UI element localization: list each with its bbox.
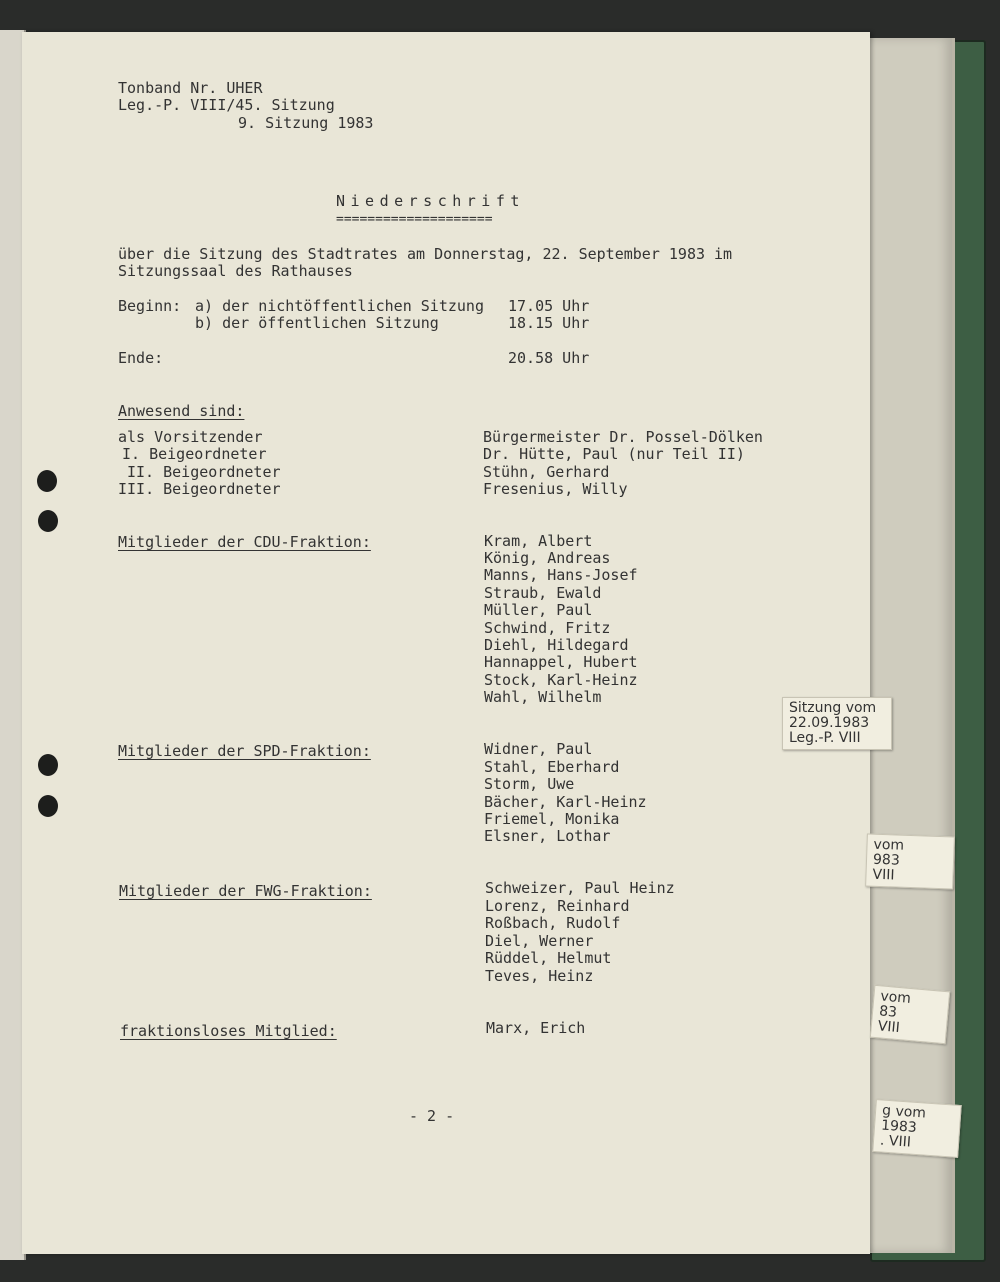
index-tab[interactable] (870, 985, 950, 1044)
tab-line: VIII (872, 866, 895, 884)
tab-line: Leg.-P. VIII (789, 730, 861, 746)
begin-item-a: a) der nichtöffentlichen Sitzung (195, 297, 484, 315)
cdu-member: König, Andreas (484, 549, 611, 567)
tab-line: 983 (872, 851, 901, 869)
cdu-member: Diehl, Hildegard (484, 636, 629, 654)
cdu-member: Kram, Albert (484, 532, 593, 550)
page-number: - 2 - (409, 1107, 455, 1125)
tab-line: 22.09.1983 (789, 715, 870, 731)
punch-hole (37, 470, 57, 492)
cdu-member: Straub, Ewald (484, 584, 602, 602)
independent-member: Marx, Erich (486, 1019, 586, 1037)
cdu-member: Hannappel, Hubert (484, 653, 638, 671)
independent-heading: fraktionsloses Mitglied: (120, 1022, 337, 1040)
attendance-heading: Anwesend sind: (118, 402, 245, 420)
tape-number: Tonband Nr. UHER (118, 79, 263, 97)
index-tab[interactable] (872, 1099, 961, 1158)
begin-item-b: b) der öffentlichen Sitzung (195, 314, 439, 332)
fwg-member: Schweizer, Paul Heinz (485, 879, 675, 897)
punch-hole (38, 754, 58, 776)
spd-member: Storm, Uwe (484, 775, 575, 793)
cdu-member: Müller, Paul (484, 601, 593, 619)
cdu-member: Stock, Karl-Heinz (484, 671, 638, 689)
index-tab-current[interactable] (782, 697, 892, 750)
session-reference: Leg.-P. VIII/45. Sitzung (118, 96, 335, 114)
cdu-heading: Mitglieder der CDU-Fraktion: (118, 533, 371, 551)
spd-member: Elsner, Lothar (484, 827, 611, 845)
begin-time-b: 18.15 Uhr (508, 314, 590, 332)
index-tab[interactable] (865, 833, 955, 889)
official-name: Dr. Hütte, Paul (nur Teil II) (483, 445, 745, 463)
spd-member: Friemel, Monika (484, 810, 620, 828)
spd-member: Bächer, Karl-Heinz (484, 793, 647, 811)
title-underline: ==================== (336, 212, 493, 227)
cdu-member: Wahl, Wilhelm (484, 688, 602, 706)
intro-line-1: über die Sitzung des Stadtrates am Donnerstag, 22. September 1983 im (118, 245, 733, 263)
official-name: Bürgermeister Dr. Possel-Dölken (483, 428, 763, 446)
tab-line: 1983 (880, 1117, 918, 1136)
tab-line: g vom (881, 1102, 927, 1122)
official-name: Stühn, Gerhard (483, 463, 610, 481)
fwg-member: Teves, Heinz (485, 967, 594, 985)
spd-heading: Mitglieder der SPD-Fraktion: (118, 742, 371, 760)
official-role: I. Beigeordneter (122, 445, 267, 463)
cdu-member: Manns, Hans-Josef (484, 566, 638, 584)
official-role: als Vorsitzender (118, 428, 263, 446)
tab-line: vom (873, 836, 905, 854)
cdu-member: Schwind, Fritz (484, 619, 611, 637)
end-label: Ende: (118, 349, 164, 367)
document-title: Niederschrift (336, 192, 525, 210)
begin-time-a: 17.05 Uhr (508, 297, 590, 315)
punch-hole (38, 510, 58, 532)
tab-line: VIII (877, 1018, 901, 1037)
spd-member: Widner, Paul (484, 740, 593, 758)
fwg-member: Rüddel, Helmut (485, 949, 612, 967)
stacked-page-edges (862, 38, 955, 1253)
tab-line: vom (879, 988, 912, 1007)
session-count: 9. Sitzung 1983 (238, 114, 374, 132)
official-name: Fresenius, Willy (483, 480, 628, 498)
fwg-heading: Mitglieder der FWG-Fraktion: (119, 882, 372, 900)
spd-member: Stahl, Eberhard (484, 758, 620, 776)
end-time: 20.58 Uhr (508, 349, 590, 367)
fwg-member: Roßbach, Rudolf (485, 914, 621, 932)
begin-label: Beginn: (118, 297, 182, 315)
punch-hole (38, 795, 58, 817)
official-role: II. Beigeordneter (127, 463, 281, 481)
tab-line: Sitzung vom (789, 700, 877, 716)
fwg-member: Lorenz, Reinhard (485, 897, 630, 915)
tab-line: 83 (878, 1003, 898, 1021)
fwg-member: Diel, Werner (485, 932, 594, 950)
tab-line: . VIII (879, 1132, 912, 1151)
intro-line-2: Sitzungssaal des Rathauses (118, 262, 353, 280)
official-role: III. Beigeordneter (118, 480, 281, 498)
